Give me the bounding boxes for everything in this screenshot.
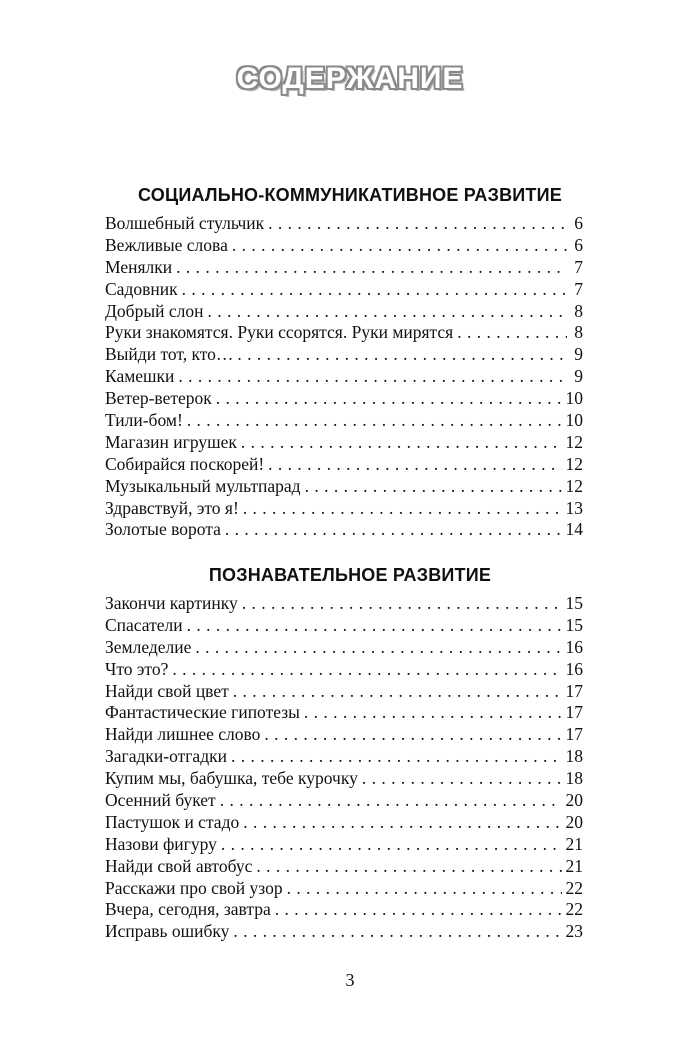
toc-entry-title: Загадки-отгадки (105, 746, 227, 767)
toc-entry (105, 213, 583, 235)
dot-leader (237, 344, 567, 366)
toc-entry (105, 921, 583, 943)
toc-entry-title: Руки знакомятся. Руки ссорятся. Руки мирятся (105, 322, 454, 343)
toc-entry-title: Земледелие (105, 636, 192, 657)
toc-entry-title: Пастушок и стадо (105, 811, 240, 832)
dot-leader (264, 724, 561, 746)
toc-entry-page: 20 (565, 811, 583, 832)
toc-entry-page: 16 (565, 658, 583, 679)
toc-entry (105, 279, 583, 301)
toc-entry-page: 17 (565, 702, 583, 723)
dot-leader (231, 746, 562, 768)
section-heading-social: СОЦИАЛЬНО-КОММУНИКАТИВНОЕ РАЗВИТИЕ (138, 185, 562, 205)
dot-leader (178, 366, 567, 388)
dot-leader (268, 213, 567, 235)
dot-leader (221, 834, 562, 856)
toc-entry (105, 235, 583, 257)
page-number: 3 (345, 970, 355, 990)
dot-leader (182, 279, 567, 301)
toc-entry-page: 15 (565, 614, 583, 635)
toc-entry (105, 856, 583, 878)
dot-leader (305, 476, 562, 498)
dot-leader (256, 856, 561, 878)
toc-entry (105, 681, 583, 703)
toc-entry-title: Камешки (105, 366, 175, 387)
toc-entry-page: 9 (574, 366, 583, 387)
toc-entry (105, 702, 583, 724)
dot-leader (187, 615, 562, 637)
toc-entry-title: Вчера, сегодня, завтра (105, 899, 271, 920)
page-title: СОДЕРЖАНИЕ (236, 62, 464, 95)
toc-entry-title: Назови фигуру (105, 833, 217, 854)
toc-entry (105, 410, 583, 432)
toc-entry (105, 388, 583, 410)
dot-leader (304, 702, 562, 724)
toc-entry-title: Найди лишнее слово (105, 724, 261, 745)
toc-entry-page: 8 (574, 322, 583, 343)
toc-entry (105, 878, 583, 900)
toc-entry-page: 6 (574, 213, 583, 233)
toc-entry (105, 637, 583, 659)
toc-entry-page: 12 (565, 431, 583, 452)
toc-entry (105, 344, 583, 366)
dot-leader (233, 681, 562, 703)
dot-leader (268, 454, 561, 476)
toc-entry-title: Исправь ошибку (105, 921, 230, 942)
toc-entry-title: Вежливые слова (105, 234, 228, 255)
toc-entry-title: Магазин игрушек (105, 431, 237, 452)
toc-list-cognitive (105, 593, 583, 943)
dot-leader (243, 812, 561, 834)
toc-entry (105, 812, 583, 834)
toc-entry (105, 834, 583, 856)
toc-entry-page: 20 (565, 790, 583, 811)
toc-entry-page: 23 (565, 921, 583, 942)
toc-entry (105, 615, 583, 637)
toc-entry-page: 14 (565, 519, 583, 540)
toc-entry-title: Тили-бом! (105, 410, 183, 431)
toc-entry-title: Добрый слон (105, 300, 204, 321)
toc-entry-page: 18 (565, 768, 583, 789)
toc-entry-title: Выйди тот, кто… (105, 344, 234, 365)
toc-entry-title: Расскажи про свой узор (105, 877, 283, 898)
toc-entry (105, 301, 583, 323)
dot-leader (216, 388, 562, 410)
dot-leader (233, 921, 561, 943)
toc-entry-title: Найди свой автобус (105, 855, 253, 876)
toc-entry (105, 476, 583, 498)
toc-entry-title: Здравствуй, это я! (105, 497, 239, 518)
toc-entry (105, 366, 583, 388)
toc-entry-page: 8 (574, 300, 583, 321)
toc-entry-page: 21 (565, 855, 583, 876)
toc-entry-page: 21 (565, 833, 583, 854)
dot-leader (187, 410, 562, 432)
toc-entry (105, 768, 583, 790)
toc-entry-page: 16 (565, 636, 583, 657)
toc-entry-page: 10 (565, 410, 583, 431)
toc-entry-page: 6 (574, 234, 583, 255)
toc-entry-page: 22 (565, 877, 583, 898)
toc-entry-title: Осенний букет (105, 790, 216, 811)
toc-entry-title: Закончи картинку (105, 593, 238, 613)
toc-entry-page: 17 (565, 724, 583, 745)
section-heading-cognitive: ПОЗНАВАТЕЛЬНОЕ РАЗВИТИЕ (208, 565, 492, 585)
toc-entry-title: Фантастические гипотезы (105, 702, 300, 723)
toc-entry-title: Волшебный стульчик (105, 213, 265, 233)
toc-entry-page: 17 (565, 680, 583, 701)
toc-entry (105, 659, 583, 681)
toc-entry-title: Золотые ворота (105, 519, 221, 540)
toc-entry-page: 7 (574, 278, 583, 299)
toc-entry (105, 593, 583, 615)
dot-leader (242, 593, 562, 615)
toc-entry-title: Музыкальный мультпарад (105, 475, 301, 496)
dot-leader (232, 235, 567, 257)
dot-leader (243, 498, 562, 520)
dot-leader (207, 301, 567, 323)
toc-entry-title: Ветер-ветерок (105, 388, 212, 409)
toc-entry (105, 454, 583, 476)
toc-entry (105, 322, 583, 344)
toc-list-social (105, 213, 583, 541)
toc-entry-title: Купим мы, бабушка, тебе курочку (105, 768, 358, 789)
toc-entry (105, 790, 583, 812)
toc-entry (105, 257, 583, 279)
dot-leader (362, 768, 562, 790)
toc-entry-title: Найди свой цвет (105, 680, 229, 701)
toc-entry-title: Собирайся поскорей! (105, 453, 265, 474)
dot-leader (220, 790, 562, 812)
toc-entry-title: Садовник (105, 278, 178, 299)
toc-entry (105, 432, 583, 454)
dot-leader (241, 432, 562, 454)
toc-entry-page: 13 (565, 497, 583, 518)
dot-leader (225, 519, 562, 541)
toc-entry-page: 12 (565, 475, 583, 496)
toc-entry (105, 724, 583, 746)
dot-leader (457, 322, 567, 344)
toc-entry-title: Спасатели (105, 614, 183, 635)
toc-entry-page: 10 (565, 388, 583, 409)
toc-entry-page: 18 (565, 746, 583, 767)
toc-entry (105, 498, 583, 520)
dot-leader (195, 637, 561, 659)
dot-leader (275, 899, 562, 921)
dot-leader (172, 659, 561, 681)
toc-entry-page: 12 (565, 453, 583, 474)
toc-entry-title: Менялки (105, 256, 173, 277)
toc-entry-page: 22 (565, 899, 583, 920)
toc-entry-page: 9 (574, 344, 583, 365)
dot-leader (287, 878, 562, 900)
toc-entry (105, 899, 583, 921)
toc-entry-page: 7 (574, 256, 583, 277)
toc-entry-page: 15 (565, 593, 583, 613)
toc-entry-title: Что это? (105, 658, 169, 679)
toc-entry (105, 519, 583, 541)
title-container (0, 60, 700, 98)
dot-leader (176, 257, 567, 279)
toc-entry (105, 746, 583, 768)
